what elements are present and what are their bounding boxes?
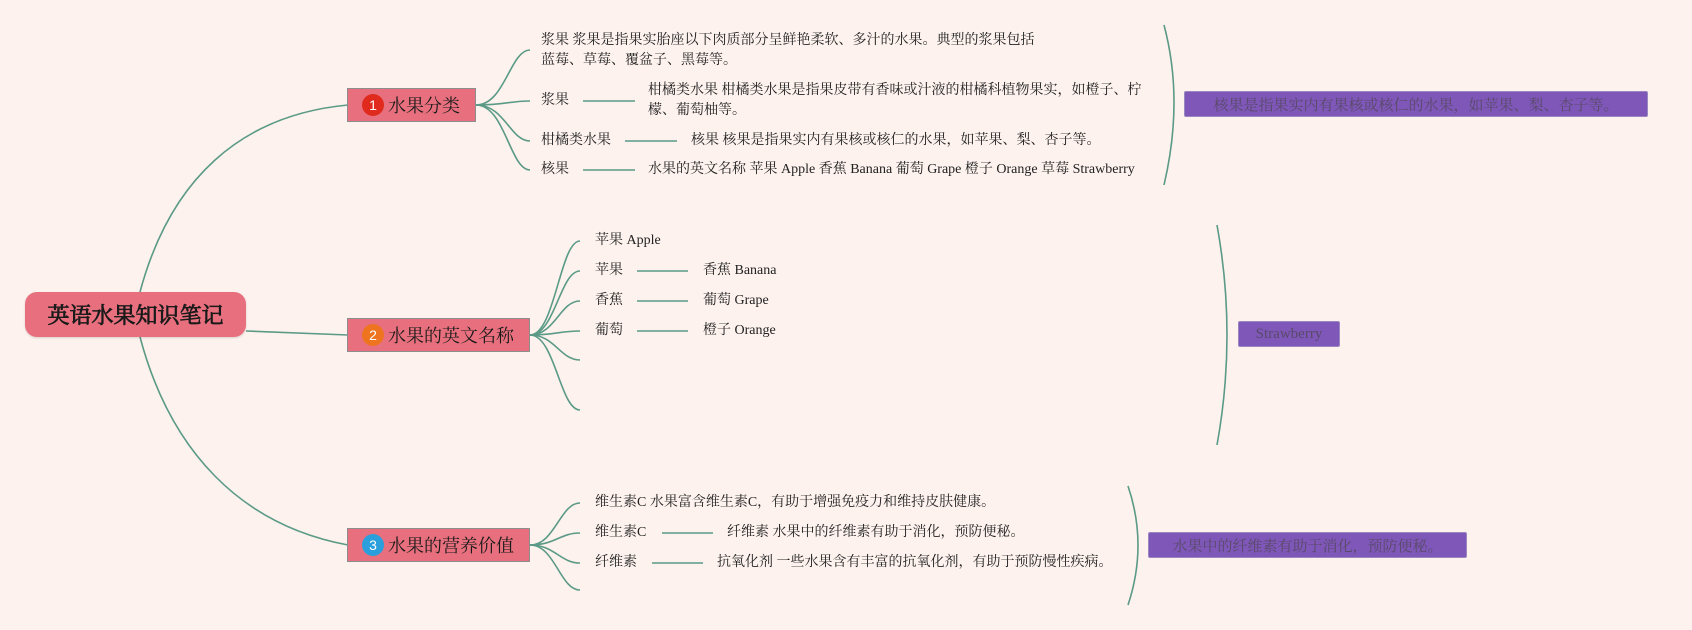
topic-nutrition-value[interactable] [347,528,530,562]
branch2-row4-right: 橙子 Orange [703,323,776,338]
branch1-row2-right: 柑橘类水果 柑橘类水果是指果皮带有香味或汁液的柑橘科植物果实，如橙子、柠檬、葡萄柚等。 [648,83,1142,118]
branch3-row3-left: 纤维素 [595,555,637,570]
summary-branch1[interactable] [1184,91,1648,117]
branch2-row2-right: 香蕉 Banana [703,263,777,278]
branch1-row4-left: 核果 [541,162,569,177]
branch1-row2-left: 浆果 [541,93,569,108]
branch2-row4-left: 葡萄 [595,323,623,338]
topic-label: 水果的营养价值 [388,536,514,557]
summary-text: Strawberry [1255,325,1323,342]
summary-text: 水果中的纤维素有助于消化，预防便秘。 [1172,538,1443,555]
topic-english-names[interactable] [347,318,530,352]
number-badge-2: 2 [362,324,384,346]
number-badge-1: 1 [362,94,384,116]
branch3-row2-left: 维生素C [595,525,647,540]
branch3-row3-right: 抗氧化剂 一些水果含有丰富的抗氧化剂，有助于预防慢性疾病。 [717,555,1113,570]
branch2-row3-left: 香蕉 [595,293,623,308]
root-node[interactable] [25,292,246,337]
branch3-row1-text: 维生素C 水果富含维生素C，有助于增强免疫力和维持皮肤健康。 [595,495,996,510]
topic-fruit-classification[interactable] [347,88,476,122]
branch3-row2-right: 纤维素 水果中的纤维素有助于消化，预防便秘。 [727,525,1025,540]
branch1-row1-text: 浆果 浆果是指果实胎座以下肉质部分呈鲜艳柔软、多汁的水果。典型的浆果包括蓝莓、草莓、覆盆子、黑莓等。 [541,33,1035,68]
branch1-row3-left: 柑橘类水果 [541,133,611,148]
root-title: 英语水果知识笔记 [47,304,224,329]
branch2-row2-left: 苹果 [595,263,623,278]
summary-branch3[interactable] [1148,532,1467,558]
branch2-row3-right: 葡萄 Grape [703,293,769,308]
branch2-row1-text: 苹果 Apple [595,233,661,248]
topic-label: 水果分类 [388,96,460,117]
branch1-row3-right: 核果 核果是指果实内有果核或核仁的水果，如苹果、梨、杏子等。 [691,133,1101,148]
summary-text: 核果是指果实内有果核或核仁的水果，如苹果、梨、杏子等。 [1213,97,1619,114]
number-badge-3: 3 [362,534,384,556]
summary-branch2[interactable] [1238,321,1340,347]
branch1-row4-right: 水果的英文名称 苹果 Apple 香蕉 Banana 葡萄 Grape 橙子 Orange 草莓 Strawberry [648,162,1135,177]
topic-label: 水果的英文名称 [388,326,514,347]
